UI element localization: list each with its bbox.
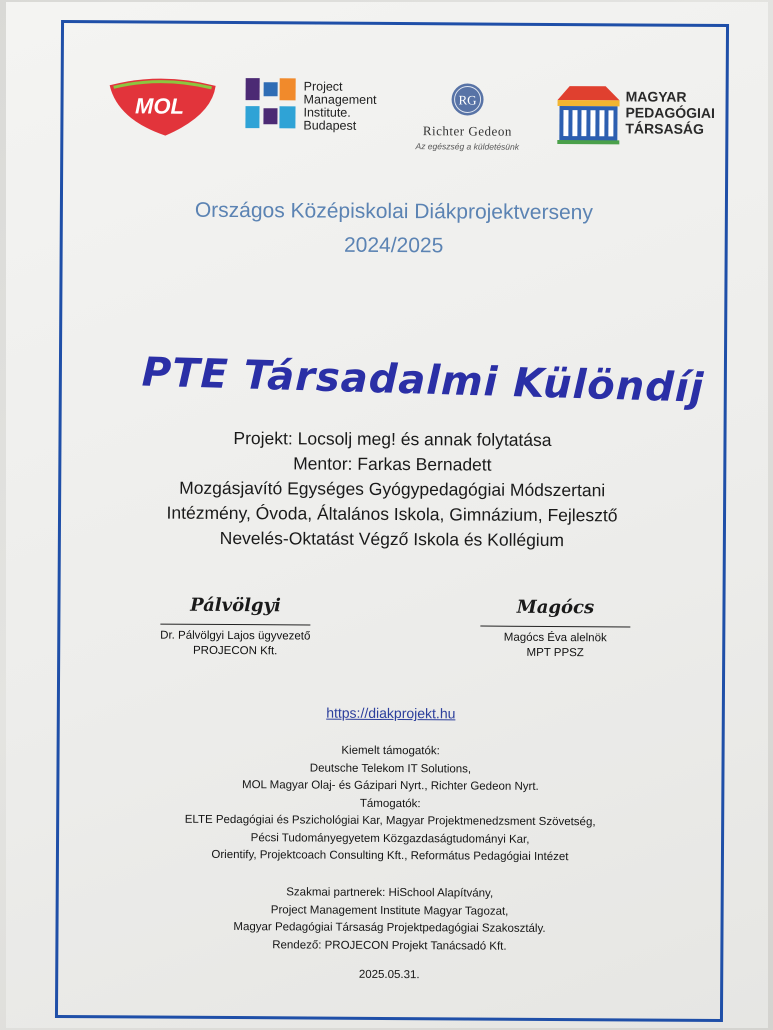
richter-seal-icon xyxy=(398,81,536,122)
institution-line-1: Mozgásjavító Egységes Gyógypedagógiai Módszertani xyxy=(179,477,606,501)
sponsors-line-1: ELTE Pedagógiai és Pszichológiai Kar, Magyar Projektmenedzsment Szövetség, xyxy=(184,813,596,829)
signature-right-name: Magócs Éva alelnök xyxy=(503,631,607,645)
sponsors-line-2: Pécsi Tudományegyetem Közgazdaságtudományi Kar, xyxy=(250,831,530,846)
signature-left-line xyxy=(160,624,310,626)
partners-line-3: Magyar Pedagógiai Társaság Projektpedagógiai Szakosztály. xyxy=(233,921,546,935)
richter-gedeon-logo xyxy=(398,81,536,152)
signature-right xyxy=(460,596,650,661)
institution-line-2: Intézmény, Óvoda, Általános Iskola, Gimnázium, Fejlesztő xyxy=(166,502,618,526)
mpt-text: MAGYAR PEDAGÓGIAI TÁRSASÁG xyxy=(625,88,716,137)
pmi-budapest-logo xyxy=(243,76,403,139)
richter-name: Richter Gedeon xyxy=(422,123,512,139)
partners-block xyxy=(58,883,720,957)
website-link[interactable]: https://diakprojekt.hu xyxy=(326,704,456,722)
signature-right-org: MPT PPSZ xyxy=(526,646,584,660)
signature-right-script: Magócs xyxy=(516,596,595,619)
award-handwritten: PTE Társadalmi Különdíj xyxy=(141,349,705,412)
project-details xyxy=(61,425,724,554)
sponsors-block xyxy=(59,741,722,868)
institution-line-3: Nevelés-Oktatást Végző Iskola és Kollégium xyxy=(219,527,565,551)
svg-text:RG: RG xyxy=(458,92,477,108)
key-sponsors-heading: Kiemelt támogatók: xyxy=(341,744,440,758)
signature-left xyxy=(140,594,330,659)
mentor-line: Mentor: Farkas Bernadett xyxy=(293,453,492,475)
signature-left-script: Pálvölgyi xyxy=(190,594,281,617)
sponsors-line-3: Orientify, Projektcoach Consulting Kft., Református Pedagógiai Intézet xyxy=(211,848,569,864)
partners-line-1: Szakmai partnerek: HiSchool Alapítvány, xyxy=(286,886,494,900)
sponsors-heading: Támogatók: xyxy=(359,797,421,810)
mpt-logo xyxy=(555,84,716,151)
signature-left-org: PROJECON Kft. xyxy=(192,644,278,658)
competition-title: Országos Középiskolai Diákprojektverseny xyxy=(194,198,593,225)
signature-left-name: Dr. Pálvölgyi Lajos ügyvezető xyxy=(160,629,311,643)
certificate-date: 2025.05.31. xyxy=(358,968,420,982)
project-line: Projekt: Locsolj meg! és annak folytatása xyxy=(233,428,552,450)
richter-tagline: Az egészség a küldetésünk xyxy=(415,141,520,152)
organizer-line: Rendező: PROJECON Projekt Tanácsadó Kft. xyxy=(272,938,507,953)
certificate-frame xyxy=(55,20,729,1022)
mpt-building-icon xyxy=(555,84,621,146)
competition-year: 2024/2025 xyxy=(343,233,444,258)
certificate-paper xyxy=(6,2,768,1028)
mol-logo xyxy=(103,75,219,138)
pmi-text: Project Management Institute. Budapest xyxy=(303,79,377,133)
key-sponsors-line-2: MOL Magyar Olaj- és Gázipari Nyrt., Richter Gedeon Nyrt. xyxy=(241,779,539,793)
signature-right-line xyxy=(480,626,630,628)
key-sponsors-line-1: Deutsche Telekom IT Solutions, xyxy=(309,762,472,775)
pmi-mark-icon xyxy=(243,76,299,132)
partners-line-2: Project Management Institute Magyar Tagozat, xyxy=(270,903,509,918)
svg-text:MOL: MOL xyxy=(135,93,185,119)
